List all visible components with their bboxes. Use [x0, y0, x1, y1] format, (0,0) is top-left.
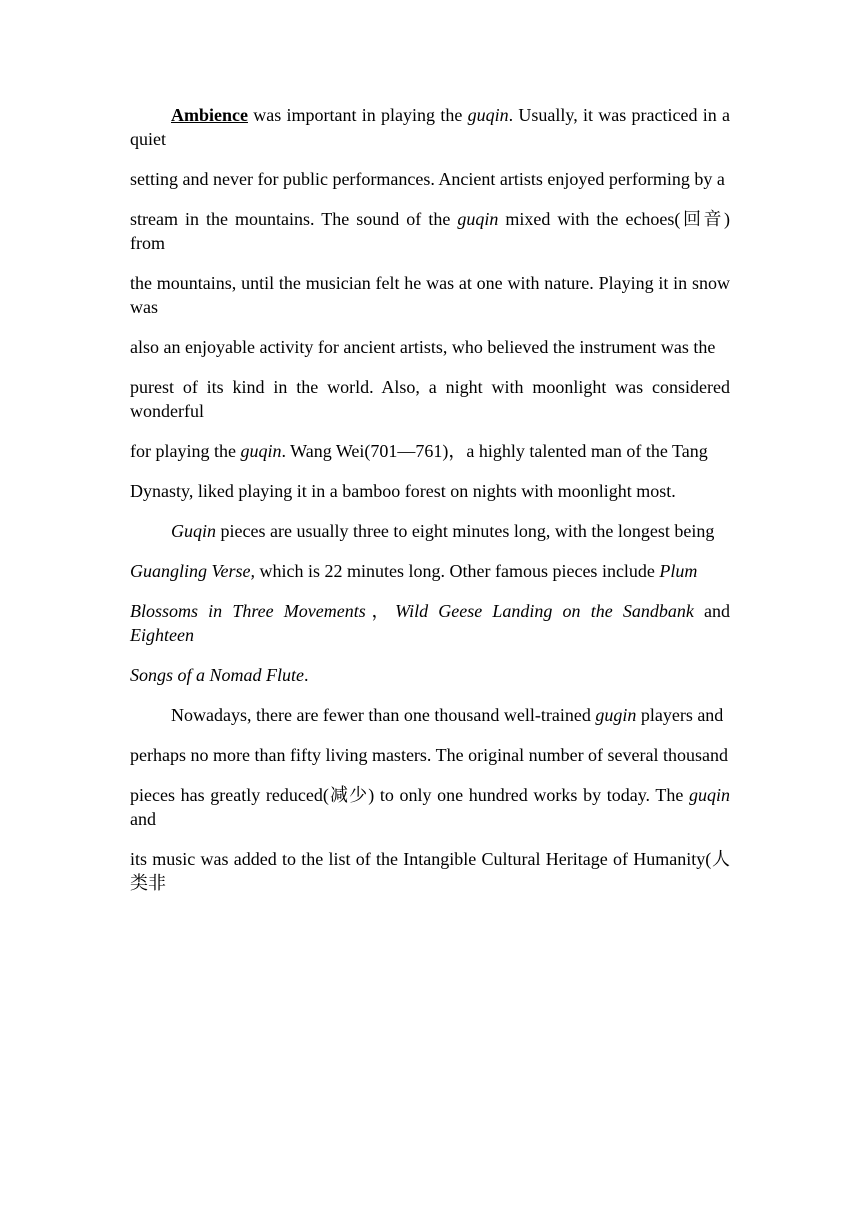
text-line-16: its music was added to the list of the Intangible Cultural Heritage of Humanity(人类非 [130, 849, 730, 893]
text-line-9: Guqin pieces are usually three to eight minutes long, with the longest being [171, 521, 715, 541]
text-line-7: for playing the guqin. Wang Wei(701—761)，a highly talented man of the Tang [130, 441, 708, 461]
text-line-11: Blossoms in Three Movements，Wild Geese Landing on the Sandbank and Eighteen [130, 601, 730, 645]
text-line-2: setting and never for public performances. Ancient artists enjoyed performing by a [130, 169, 725, 189]
text-line-12: Songs of a Nomad Flute. [130, 665, 309, 685]
text-line-13: Nowadays, there are fewer than one thousand well-trained gugin players and [171, 705, 724, 725]
document-body [130, 103, 730, 911]
text-line-14: perhaps no more than fifty living masters. The original number of several thousand [130, 745, 729, 765]
text-line-4: the mountains, until the musician felt he was at one with nature. Playing it in snow was [130, 273, 730, 317]
text-line-3: stream in the mountains. The sound of the guqin mixed with the echoes(回音) from [130, 209, 730, 253]
text-line-6: purest of its kind in the world. Also, a night with moonlight was considered wonderful [130, 377, 730, 421]
text-line-10: Guangling Verse, which is 22 minutes long. Other famous pieces include Plum [130, 561, 698, 581]
text-line-15: pieces has greatly reduced(减少) to only one hundred works by today. The guqin and [130, 785, 730, 829]
keyword-ambience: Ambience [171, 105, 248, 125]
text-line-8: Dynasty, liked playing it in a bamboo forest on nights with moonlight most. [130, 481, 676, 501]
text-line-5: also an enjoyable activity for ancient artists, who believed the instrument was the [130, 337, 716, 357]
text-line-1: Ambience was important in playing the guqin. Usually, it was practiced in a quiet [130, 105, 731, 149]
